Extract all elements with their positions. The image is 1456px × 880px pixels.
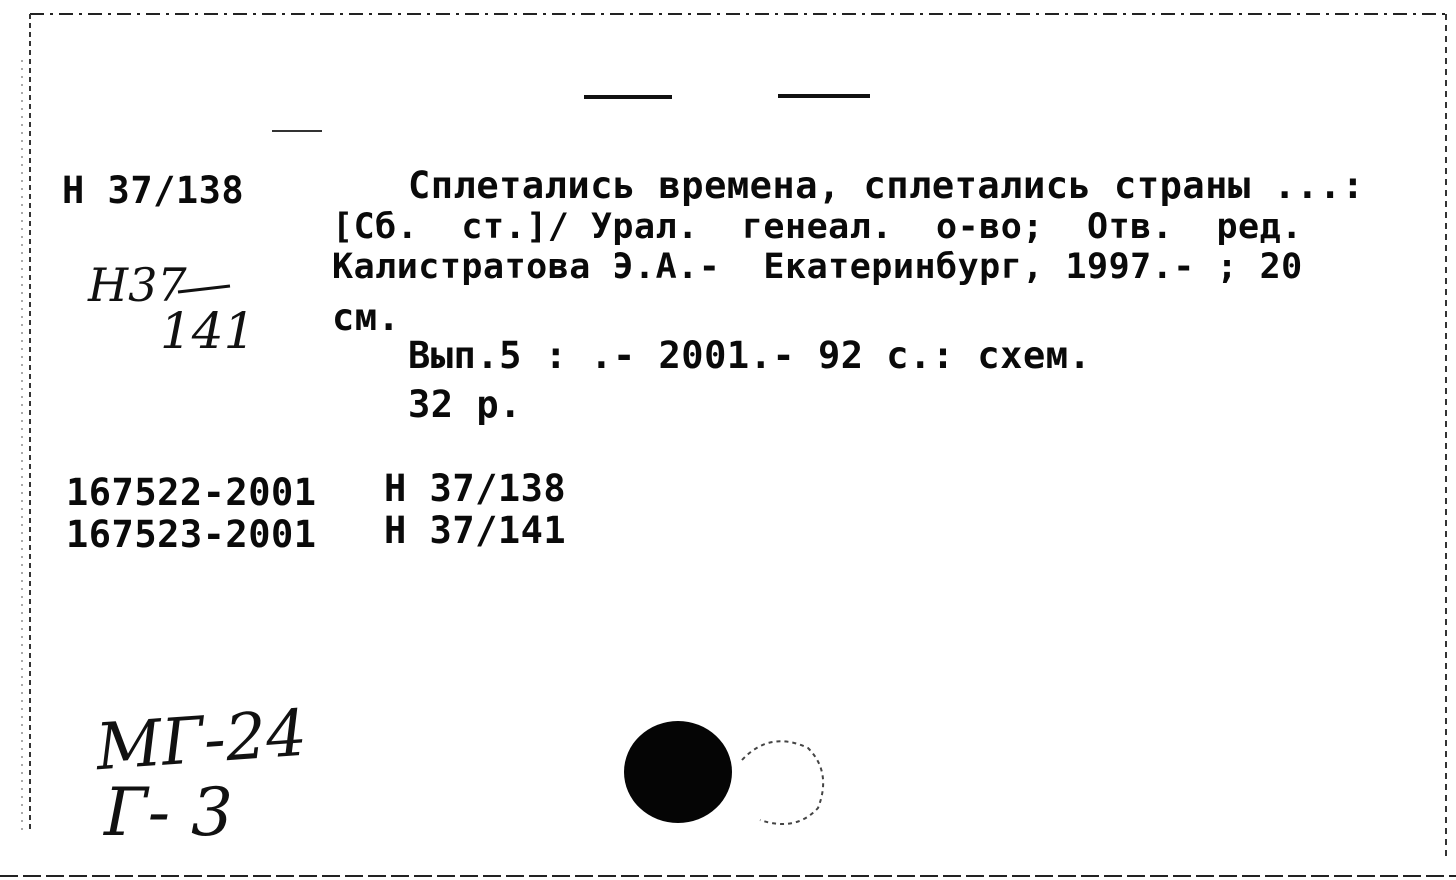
handwritten-code-1: МГ-24 <box>93 696 310 786</box>
price-line: 32 р. <box>408 383 522 426</box>
issue-line: Вып.5 : .- 2001.- 92 с.: схем. <box>408 334 1092 377</box>
handwritten-code-2: Г- 3 <box>104 774 233 851</box>
handwritten-shelf-bottom: 141 <box>160 302 256 360</box>
description-line-1: Сплетались времена, сплетались страны ...: <box>408 164 1365 207</box>
shelfmark: Н 37/138 <box>62 169 245 212</box>
description-line-3: Калистратова Э.А.- Екатеринбург, 1997.- ; 20 <box>332 247 1303 287</box>
inventory-number-2: 167523-2001 <box>66 513 317 556</box>
description-line-4: см. <box>332 296 401 339</box>
description-line-2: [Сб. ст.]/ Урал. генеал. о-во; Отв. ред. <box>332 207 1303 247</box>
inventory-shelfmark-2: Н 37/141 <box>384 509 567 552</box>
handwritten-shelf-top: Н37 <box>88 258 187 312</box>
inventory-shelfmark-1: Н 37/138 <box>384 467 567 510</box>
inventory-number-1: 167522-2001 <box>66 471 317 514</box>
